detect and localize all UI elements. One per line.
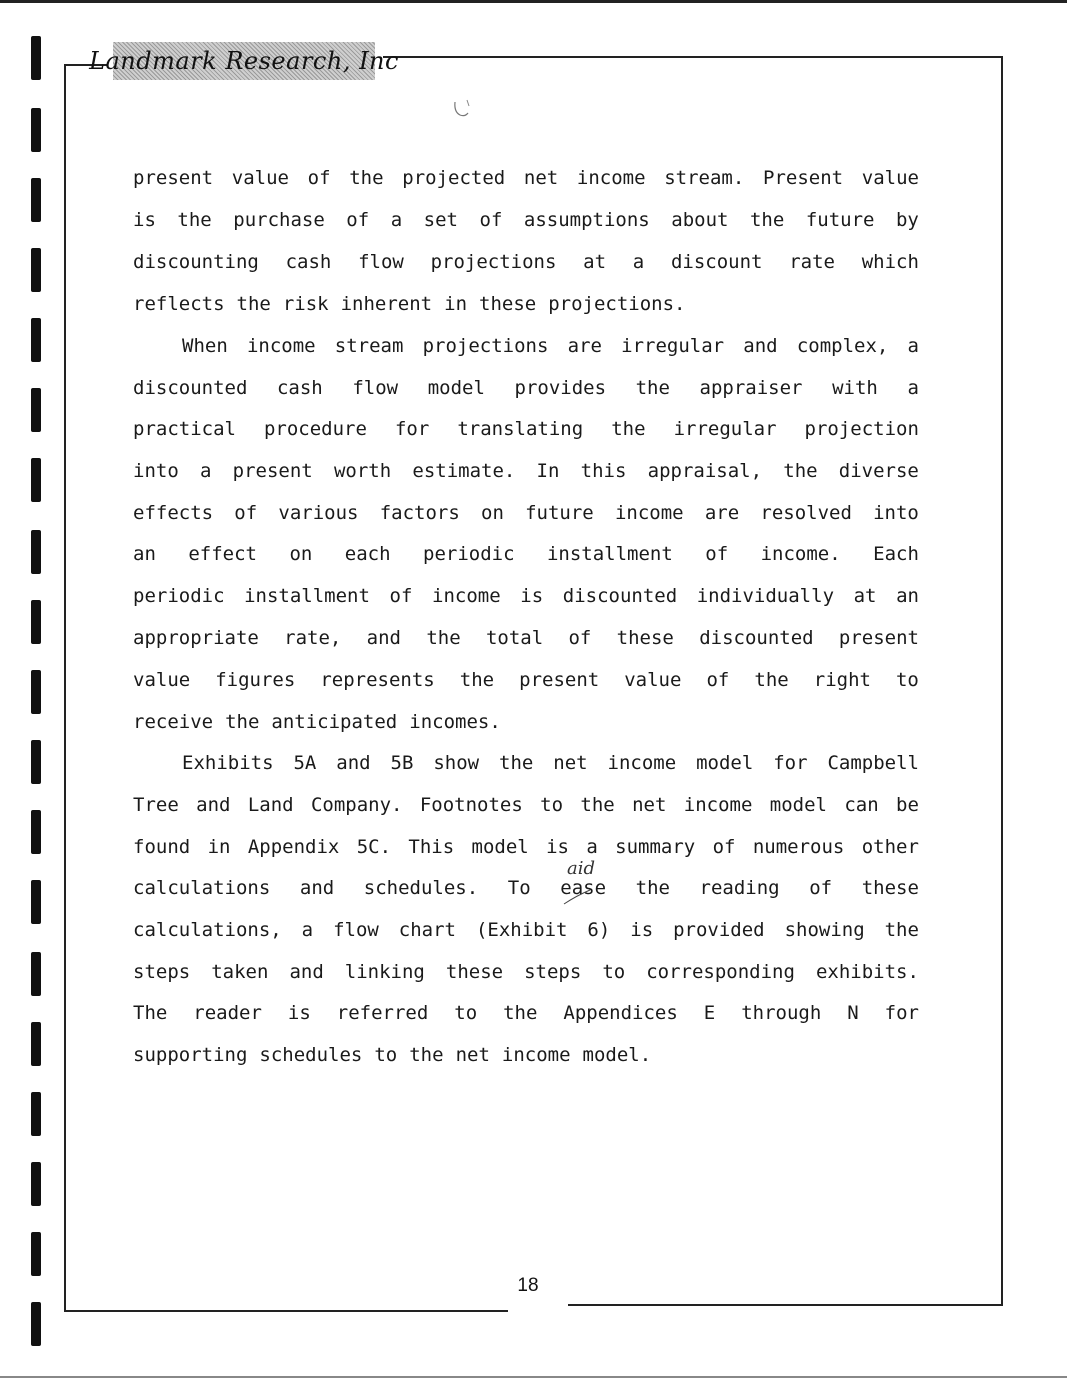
word: net [632,794,667,816]
word: and [366,627,401,649]
word: assumptions [523,209,650,231]
word: When [182,335,228,357]
binder-hole [31,248,41,292]
word: practical [133,418,236,440]
text-line [133,416,919,442]
word: be [896,794,919,816]
word: at [853,585,877,607]
word: on [481,502,504,524]
word: the [749,209,785,231]
word: model [769,794,827,816]
word: the [635,377,670,399]
word: effects [133,502,214,524]
word: income [683,794,753,816]
word: and [299,877,335,899]
word: appropriate [133,627,259,649]
word: exhibits. [815,961,919,983]
text-line [133,249,919,275]
word: into [133,460,179,482]
word: income [432,585,501,607]
word: stream. [664,167,745,189]
word: of [568,627,592,649]
word: provides [514,377,607,399]
word: model [427,377,485,399]
word: installment [546,543,673,565]
word: a [301,919,314,941]
word: for [773,752,808,774]
text-line [133,834,919,860]
word: resolved [760,502,852,524]
word: installment [244,585,370,607]
word: discounting [133,251,259,273]
frame-border-left [64,64,66,1312]
text-line [133,917,919,943]
word: effect [188,543,257,565]
word: to [540,794,564,816]
word: receive [133,711,214,733]
word: flow [358,251,404,273]
word: Campbell [827,752,919,774]
word: to [374,1044,398,1066]
word: referred [336,1002,429,1024]
word: irregular [621,335,725,357]
word: reader [193,1002,262,1024]
word: chart [398,919,456,941]
word: factors [379,502,460,524]
binder-hole [31,670,41,714]
word: value [624,669,682,691]
word: In [536,460,560,482]
binder-hole [31,740,41,784]
word: Present [763,167,844,189]
word: corresponding [646,961,795,983]
word: net [455,1044,490,1066]
word: a [907,335,919,357]
binder-hole [31,952,41,996]
word: 5B [390,752,414,774]
word: is [630,919,654,941]
word: for [884,1002,919,1024]
word: steps [133,961,191,983]
binder-hole [31,1092,41,1136]
binder-hole [31,108,41,152]
word: present [519,669,600,691]
word: value [231,167,289,189]
word: the [459,669,495,691]
word: flow [333,919,379,941]
word: a [907,377,919,399]
word: these [479,293,537,315]
word: is [546,836,569,858]
word: Tree [133,794,179,816]
word: To [507,877,531,899]
word: discounted [133,377,248,399]
word: and [289,961,324,983]
binder-hole [31,1022,41,1066]
text-line [133,375,919,401]
word: the [409,1044,444,1066]
word: appraisal, [647,460,763,482]
word: a [586,836,598,858]
word: 5C. [356,836,392,858]
binder-hole [31,880,41,924]
word: 6) [587,919,611,941]
word: into [873,502,919,524]
word: Exhibits [182,752,274,774]
word: provided [673,919,765,941]
word: an [896,585,919,607]
word: of [706,669,730,691]
ink-smudge-mark [452,98,472,120]
word: summary [615,836,696,858]
word: rate [789,251,835,273]
text-line [133,500,919,526]
text-line [133,458,919,484]
word: income [576,167,646,189]
word: irregular [673,418,777,440]
word: and [196,794,231,816]
binder-hole [31,810,41,854]
word: total [485,627,544,649]
word: the [503,1002,538,1024]
word: incomes. [409,711,501,733]
word: can [844,794,879,816]
word: reflects [133,293,225,315]
word: of [809,877,833,899]
word: ease [560,877,607,899]
word: estimate. [412,460,516,482]
frame-border-bottom [64,1310,508,1312]
word: the [611,418,646,440]
word: by [895,209,919,231]
word: The [133,1002,168,1024]
word: to [895,669,919,691]
word: calculations, [133,919,282,941]
word: Each [873,543,919,565]
word: various [278,502,359,524]
text-line [133,541,919,567]
text-line [182,750,919,776]
word: right [813,669,871,691]
text-line [133,291,919,317]
word: of [479,209,503,231]
text-line [133,1000,919,1026]
word: an [133,543,156,565]
word: value [133,669,191,691]
text-line [133,875,919,901]
word: net [553,752,588,774]
word: of [234,502,258,524]
word: E [703,1002,716,1024]
word: of [346,209,370,231]
word: Company. [310,794,403,816]
word: at [583,251,607,273]
word: the [754,669,789,691]
word: income. [760,543,841,565]
page-bottom-edge [0,1376,1067,1378]
word: Appendices [563,1002,678,1024]
word: for [394,418,430,440]
word: of [712,836,736,858]
text-line [133,625,919,651]
word: is [520,585,544,607]
text-line [133,709,919,735]
text-line [133,165,919,191]
word: periodic [133,585,225,607]
word: flow [352,377,399,399]
word: procedure [263,418,367,440]
word: the [236,293,271,315]
word: diverse [838,460,919,482]
binder-hole [31,1162,41,1206]
word: these [445,961,504,983]
word: with [832,377,878,399]
word: appraiser [699,377,803,399]
word: periodic [423,543,515,565]
word: model [696,752,754,774]
word: projected [402,167,506,189]
word: taken [211,961,269,983]
word: worth [333,460,392,482]
word: Footnotes [419,794,523,816]
page-number: 18 [517,1275,539,1296]
word: projections [422,335,549,357]
text-line [133,959,919,985]
word: are [567,335,602,357]
word: and [336,752,371,774]
word: to [602,961,626,983]
word: of [705,543,729,565]
word: is [287,1002,311,1024]
word: numerous [752,836,845,858]
word: future [525,502,594,524]
word: set [423,209,458,231]
word: 5A [293,752,317,774]
word: discounted [699,627,814,649]
word: purchase [233,209,325,231]
word: N [847,1002,859,1024]
frame-border-top [383,56,1003,58]
word: reading [699,877,780,899]
word: projections. [548,293,686,315]
frame-border-right [1001,56,1003,1306]
word: schedules. [363,877,479,899]
word: present [133,167,214,189]
binder-hole [31,178,41,222]
word: each [344,543,391,565]
word: complex, [796,335,889,357]
word: income [501,1044,571,1066]
page-top-edge [0,0,1067,3]
word: in [444,293,468,315]
word: in [207,836,231,858]
word: income [607,752,677,774]
word: show [433,752,480,774]
word: represents [320,669,435,691]
word: this [580,460,627,482]
word: discounted [562,585,678,607]
word: and [743,335,778,357]
word: model [471,836,529,858]
word: future [805,209,875,231]
word: the [635,877,670,899]
letterhead-logo [89,42,399,80]
binder-hole [31,530,41,574]
word: a [199,460,212,482]
insertion-caret-mark [562,888,592,908]
word: are [704,502,740,524]
text-line [133,1042,919,1068]
word: This [408,836,455,858]
word: present [232,460,313,482]
word: linking [344,961,425,983]
word: calculations [133,877,271,899]
word: these [616,627,674,649]
word: of [307,167,331,189]
word: discount [670,251,763,273]
word: about [671,209,729,231]
word: the [177,209,212,231]
word: translating [457,418,584,440]
binder-holes [28,0,44,1380]
word: of [389,585,413,607]
word: the [426,627,461,649]
word: these [861,877,919,899]
word: cash [276,377,323,399]
word: to [454,1002,478,1024]
word: risk [282,293,329,315]
word: (Exhibit [475,919,568,941]
frame-border-bottom [568,1304,1003,1306]
word: individually [696,585,835,607]
binder-hole [31,1302,41,1346]
word: which [861,251,919,273]
text-line [133,207,919,233]
word: the [349,167,384,189]
text-line [133,792,919,818]
word: through [741,1002,822,1024]
handwritten-annotation: aid [567,858,596,879]
word: projection [804,418,919,440]
word: income [614,502,684,524]
word: on [289,543,313,565]
word: inherent [340,293,433,315]
word: value [861,167,919,189]
word: anticipated [271,711,398,733]
word: found [133,836,191,858]
word: a [632,251,645,273]
word: the [783,460,818,482]
word: rate, [284,627,342,649]
binder-hole [31,388,41,432]
word: is [133,209,156,231]
word: cash [285,251,332,273]
text-line [133,667,919,693]
word: steps [524,961,582,983]
word: other [861,836,919,858]
binder-hole [31,36,41,80]
company-name: Landmark Research, Inc [89,47,399,75]
word: Appendix [247,836,340,858]
word: the [499,752,534,774]
word: a [390,209,403,231]
word: income [246,335,316,357]
word: projections [430,251,557,273]
binder-hole [31,1232,41,1276]
word: figures [215,669,296,691]
word: showing [784,919,865,941]
word: Land [247,794,294,816]
word: the [884,919,919,941]
word: schedules [259,1044,363,1066]
word: model. [582,1044,652,1066]
word: the [580,794,615,816]
word: the [225,711,260,733]
binder-hole [31,458,41,502]
word: supporting [133,1044,248,1066]
word: stream [334,335,404,357]
text-line [182,333,919,359]
word: net [523,167,559,189]
text-line [133,583,919,609]
binder-hole [31,318,41,362]
word: present [838,627,919,649]
binder-hole [31,600,41,644]
